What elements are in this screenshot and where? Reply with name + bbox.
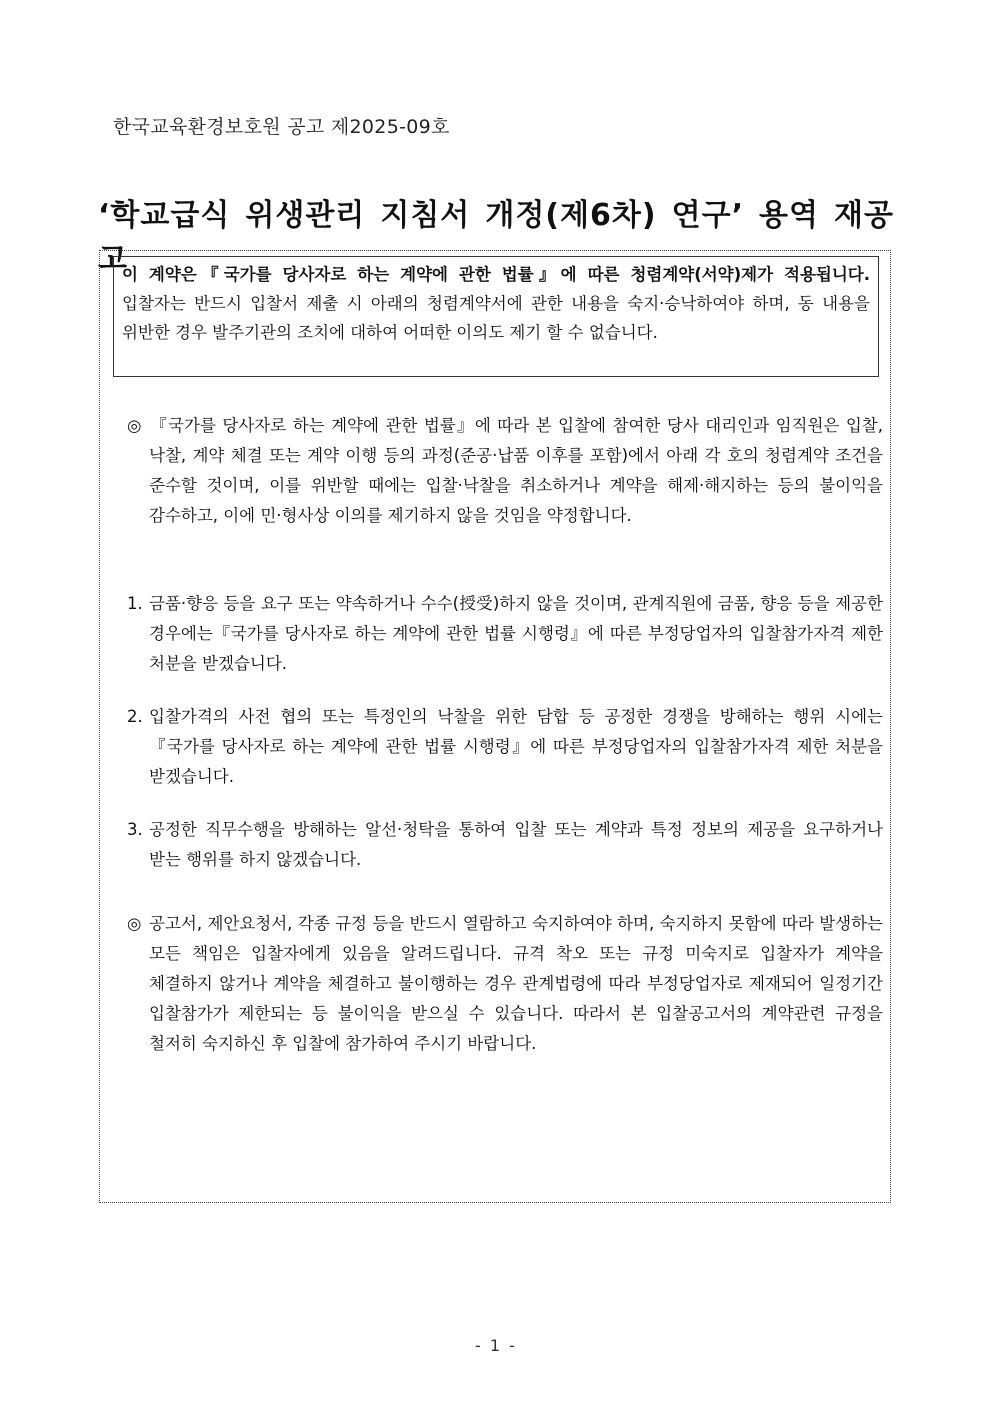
intro-text: 『국가를 당사자로 하는 계약에 관한 법률』에 따라 본 입찰에 참여한 당사 대리인과 임직원은 입찰, 낙찰, 계약 체결 또는 계약 이행 등의 과정(준공·납품 이후를 포함)에서 아래 각 호의 청렴계약 조건을 준수할 것이며, 이를 위반할 때에는 입찰·낙찰을 취소하거나 계약을 해제·해지하는 등의 불이익을 감수하고, 이에 민·형사상 이의를 제기하지 않을 것임을 약정합니다. xyxy=(149,416,883,525)
page-number: - 1 - xyxy=(475,1336,517,1355)
closing-text: 공고서, 제안요청서, 각종 규정 등을 반드시 열람하고 숙지하여야 하며, 숙지하지 못함에 따라 발생하는 모든 책임은 입찰자에게 있음을 알려드립니다. 규격 착오 또는 규정 미숙지로 입찰자가 계약을 체결하지 않거나 계약을 체결하고 불이행하는 경우 관계법령에 따라 부정당업자로 제재되어 일정기간 입찰참가가 제한되는 등 불이익을 받으실 수 있습니다. 따라서 본 입찰공고서의 계약관련 규정을 철저히 숙지하신 후 입찰에 참가하여 주시기 바랍니다. xyxy=(149,914,883,1053)
closing-paragraph xyxy=(127,909,883,1059)
clause-text: 금품·향응 등을 요구 또는 약속하거나 수수(授受)하지 않을 것이며, 관계직원에 금품, 향응 등을 제공한 경우에는『국가를 당사자로 하는 계약에 관한 법률 시행령』에 따른 부정당업자의 입찰참가자격 제한 처분을 받겠습니다. xyxy=(149,594,883,673)
clause-text: 공정한 직무수행을 방해하는 알선·청탁을 통하여 입찰 또는 계약과 특정 정보의 제공을 요구하거나 받는 행위를 하지 않겠습니다. xyxy=(149,820,883,869)
double-circle-bullet-icon: ◎ xyxy=(127,416,142,435)
notice-body-text: 입찰자는 반드시 입찰서 제출 시 아래의 청렴계약서에 관한 내용을 숙지·승낙하여야 하며, 동 내용을 위반한 경우 발주기관의 조치에 대하여 어떠한 이의도 제기 할 수 없습니다. xyxy=(122,294,870,342)
clause-item xyxy=(127,589,883,679)
notice-bold-text: 이 계약은『국가를 당사자로 하는 계약에 관한 법률』에 따른 청렴계약(서약)제가 적용됩니다. xyxy=(122,265,870,284)
integrity-contract-notice-box xyxy=(113,256,879,377)
intro-paragraph xyxy=(127,411,883,531)
notice-number: 한국교육환경보호원 공고 제2025-09호 xyxy=(113,116,450,138)
document-title: ‘학교급식 위생관리 지침서 개정(제6차) 연구’ 용역 재공고 xyxy=(98,198,894,277)
clause-item xyxy=(127,702,883,792)
clause-item xyxy=(127,815,883,875)
clause-text: 입찰가격의 사전 협의 또는 특정인의 낙찰을 위한 담합 등 공정한 경쟁을 방해하는 행위 시에는『국가를 당사자로 하는 계약에 관한 법률 시행령』에 따른 부정당업자의 입찰참가자격 제한 처분을 받겠습니다. xyxy=(149,707,883,786)
clause-number: 3. xyxy=(127,820,143,839)
clause-number: 1. xyxy=(127,594,143,613)
clause-number: 2. xyxy=(127,707,143,726)
double-circle-bullet-icon: ◎ xyxy=(127,914,142,933)
